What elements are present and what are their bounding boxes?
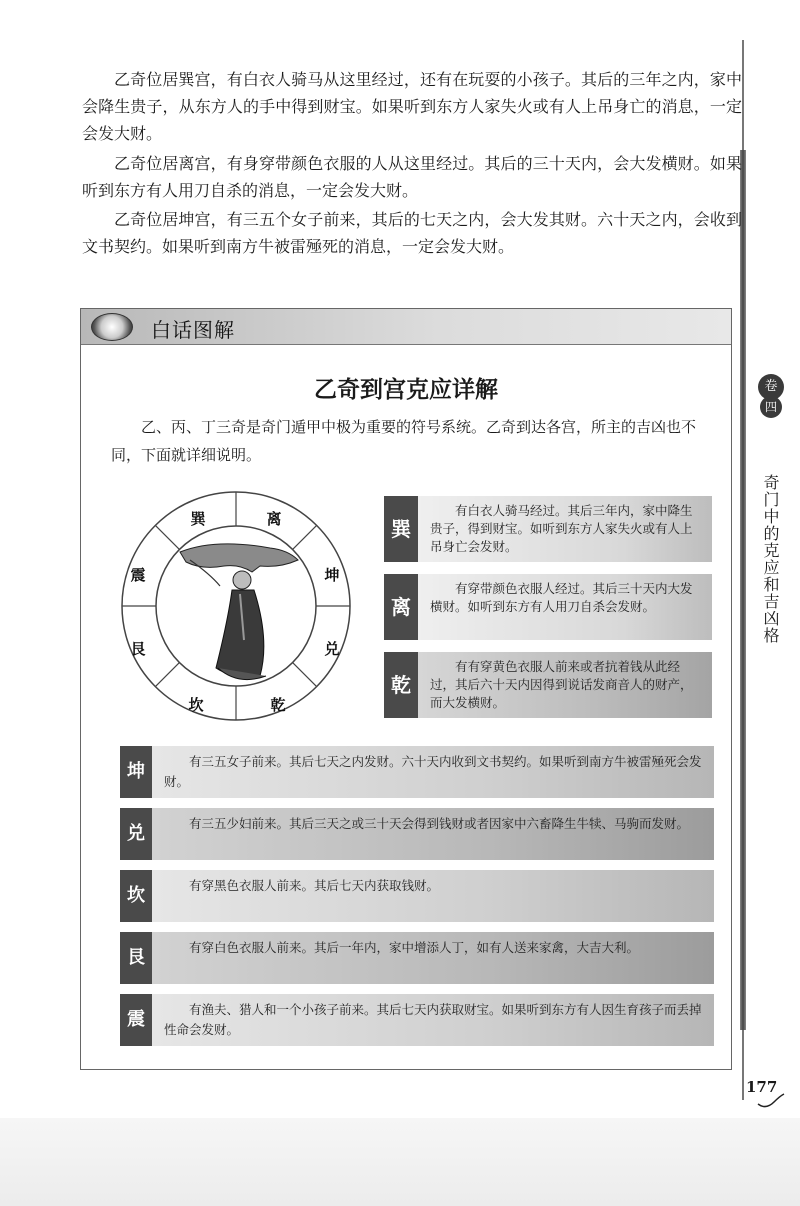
palace-kun: 坤 (324, 566, 340, 584)
row-label: 坎 (120, 870, 152, 922)
volume-badge-bottom: 四 (760, 396, 782, 418)
row-zhen (120, 994, 714, 1046)
row-dui (120, 808, 714, 860)
card-li (384, 574, 712, 640)
palace-li: 离 (266, 510, 282, 528)
row-text: 有三五少妇前来。其后三天之或三十天会得到钱财或者因家中六畜降生牛犊、马驹而发财。 (152, 808, 714, 860)
page-number: 177 (746, 1078, 778, 1096)
palace-zhen: 震 (130, 566, 146, 584)
card-xun (384, 496, 712, 562)
palace-dui: 兑 (324, 640, 340, 658)
swirl-icon (91, 313, 133, 341)
card-label: 乾 (384, 652, 418, 718)
page-binding-shadow (740, 150, 746, 1030)
card-label: 巽 (384, 496, 418, 562)
palace-kan: 坎 (188, 696, 204, 714)
paragraph-xun: 乙奇位居巽宫，有白衣人骑马从这里经过，还有在玩耍的小孩子。其后的三年之内，家中会降生贵子，从东方人的手中得到财宝。如果听到东方人家失火或有人上吊身亡的消息，一定会发大财。 (82, 70, 742, 143)
row-kun (120, 746, 714, 798)
card-text: 有白衣人骑马经过。其后三年内，家中降生贵子，得到财宝。如听到东方人家失火或有人上吊身亡会发财。 (418, 496, 712, 562)
box-header-label: 白话图解 (151, 318, 235, 342)
row-text: 有穿白色衣服人前来。其后一年内，家中增添人丁，如有人送来家禽，大吉大利。 (152, 932, 714, 984)
chapter-title: 奇门中的克应和吉凶格 (761, 474, 780, 644)
palace-xun: 巽 (190, 510, 206, 528)
card-text: 有穿带颜色衣服人经过。其后三十天内大发横财。如听到东方有人用刀自杀会发财。 (418, 574, 712, 640)
page-bottom-strip (0, 1118, 800, 1206)
box-header (81, 309, 731, 345)
palace-wheel (120, 490, 352, 722)
row-text: 有穿黑色衣服人前来。其后七天内获取钱财。 (152, 870, 714, 922)
row-label: 坤 (120, 746, 152, 798)
row-text: 有渔夫、猎人和一个小孩子前来。其后七天内获取财宝。如果听到东方有人因生育孩子而丢掉性命会发财。 (152, 994, 714, 1046)
card-qian (384, 652, 712, 718)
card-text: 有有穿黄色衣服人前来或者抗着钱从此经过，其后六十天内因得到说话发商音人的财产，而大发横财。 (418, 652, 712, 718)
page-curl-icon (756, 1090, 786, 1110)
paragraph-li: 乙奇位居离宫，有身穿带颜色衣服的人从这里经过。其后的三十天内，会大发横财。如果听到东方有人用刀自杀的消息，一定会发大财。 (82, 154, 742, 200)
row-label: 艮 (120, 932, 152, 984)
intro-text: 乙、丙、丁三奇是奇门遁甲中极为重要的符号系统。乙奇到达各宫，所主的吉凶也不同，下面就详细说明。 (111, 418, 697, 464)
paragraph-kun: 乙奇位居坤宫，有三五个女子前来，其后的七天之内，会大发其财。六十天之内，会收到文书契约。如果听到南方牛被雷殛死的消息，一定会发大财。 (82, 210, 742, 256)
row-text: 有三五女子前来。其后七天之内发财。六十天内收到文书契约。如果听到南方牛被雷殛死会发财。 (152, 746, 714, 798)
row-kan (120, 870, 714, 922)
palace-gen: 艮 (130, 640, 146, 658)
card-label: 离 (384, 574, 418, 640)
volume-badge-top: 卷 (758, 374, 784, 400)
row-label: 震 (120, 994, 152, 1046)
row-label: 兑 (120, 808, 152, 860)
row-gen (120, 932, 714, 984)
palace-qian: 乾 (270, 696, 286, 714)
section-title: 乙奇到宫克应详解 (314, 377, 498, 403)
volume-badge (758, 374, 786, 414)
